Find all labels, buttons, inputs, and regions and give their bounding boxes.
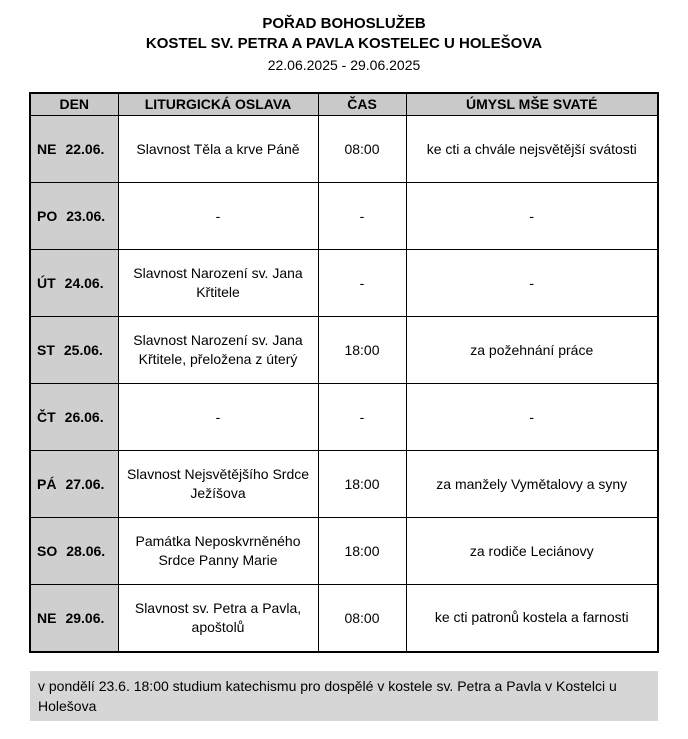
day-abbrev: ČT bbox=[37, 409, 56, 425]
intention-cell: - bbox=[406, 250, 658, 317]
day-date: 25.06. bbox=[63, 342, 103, 358]
day-abbrev: PÁ bbox=[37, 476, 57, 492]
intention-cell: za rodiče Leciánovy bbox=[406, 518, 658, 585]
table-header-row bbox=[30, 93, 658, 116]
time-cell: 08:00 bbox=[318, 585, 406, 652]
mass-schedule-table bbox=[29, 92, 659, 653]
day-date: 22.06. bbox=[65, 141, 105, 157]
celebration-cell: Slavnost Narození sv. Jana Křtitele, přeložena z úterý bbox=[118, 317, 318, 384]
intention-cell: ke cti a chvále nejsvětější svátosti bbox=[406, 116, 658, 183]
day-abbrev: NE bbox=[37, 141, 57, 157]
footer-note: v pondělí 23.6. 18:00 studium katechismu pro dospělé v kostele sv. Petra a Pavla v Kostelci u Holešova bbox=[30, 671, 658, 722]
time-cell: 18:00 bbox=[318, 518, 406, 585]
day-date: 23.06. bbox=[66, 208, 106, 224]
date-range: 22.06.2025 - 29.06.2025 bbox=[267, 56, 421, 73]
header-day: DEN bbox=[30, 93, 118, 116]
celebration-cell: Slavnost sv. Petra a Pavla, apoštolů bbox=[118, 585, 318, 652]
celebration-cell: - bbox=[118, 384, 318, 451]
header-time: ČAS bbox=[318, 93, 406, 116]
header-celebration: LITURGICKÁ OSLAVA bbox=[118, 93, 318, 116]
intention-cell: za požehnání práce bbox=[406, 317, 658, 384]
day-cell bbox=[30, 250, 118, 317]
day-cell bbox=[30, 116, 118, 183]
document-header bbox=[0, 0, 688, 76]
intention-cell: - bbox=[406, 384, 658, 451]
celebration-cell: Památka Neposkvrněného Srdce Panny Marie bbox=[118, 518, 318, 585]
day-abbrev: ST bbox=[37, 342, 55, 358]
day-cell bbox=[30, 451, 118, 518]
day-cell bbox=[30, 183, 118, 250]
church-name: KOSTEL SV. PETRA A PAVLA KOSTELEC U HOLEŠOVA bbox=[145, 35, 543, 53]
day-cell bbox=[30, 317, 118, 384]
celebration-cell: Slavnost Narození sv. Jana Křtitele bbox=[118, 250, 318, 317]
header-intention: ÚMYSL MŠE SVATÉ bbox=[406, 93, 658, 116]
intention-cell: za manžely Vymětalovy a syny bbox=[406, 451, 658, 518]
time-cell: - bbox=[318, 183, 406, 250]
time-cell: 18:00 bbox=[318, 451, 406, 518]
day-date: 29.06. bbox=[65, 609, 105, 626]
day-date: 27.06. bbox=[65, 476, 105, 492]
day-cell bbox=[30, 585, 118, 652]
celebration-cell: - bbox=[118, 183, 318, 250]
intention-cell: ke cti patronů kostela a farnosti bbox=[406, 585, 658, 652]
table-row bbox=[30, 585, 658, 652]
celebration-cell: Slavnost Těla a krve Páně bbox=[118, 116, 318, 183]
day-date: 26.06. bbox=[64, 409, 104, 425]
time-cell: - bbox=[318, 250, 406, 317]
table-row bbox=[30, 317, 658, 384]
time-cell: 08:00 bbox=[318, 116, 406, 183]
day-abbrev: ÚT bbox=[37, 275, 56, 291]
table-row bbox=[30, 451, 658, 518]
table-row bbox=[30, 384, 658, 451]
intention-cell: - bbox=[406, 183, 658, 250]
day-date: 24.06. bbox=[64, 275, 104, 291]
day-abbrev: PO bbox=[37, 208, 58, 224]
day-abbrev: NE bbox=[37, 609, 57, 626]
day-date: 28.06. bbox=[66, 543, 106, 559]
table-row bbox=[30, 518, 658, 585]
table-row bbox=[30, 183, 658, 250]
table-row bbox=[30, 116, 658, 183]
time-cell: 18:00 bbox=[318, 317, 406, 384]
page-title: POŘAD BOHOSLUŽEB bbox=[262, 15, 426, 32]
table-row bbox=[30, 250, 658, 317]
day-abbrev: SO bbox=[37, 543, 58, 559]
time-cell: - bbox=[318, 384, 406, 451]
day-cell bbox=[30, 518, 118, 585]
day-cell bbox=[30, 384, 118, 451]
celebration-cell: Slavnost Nejsvětějšího Srdce Ježíšova bbox=[118, 451, 318, 518]
